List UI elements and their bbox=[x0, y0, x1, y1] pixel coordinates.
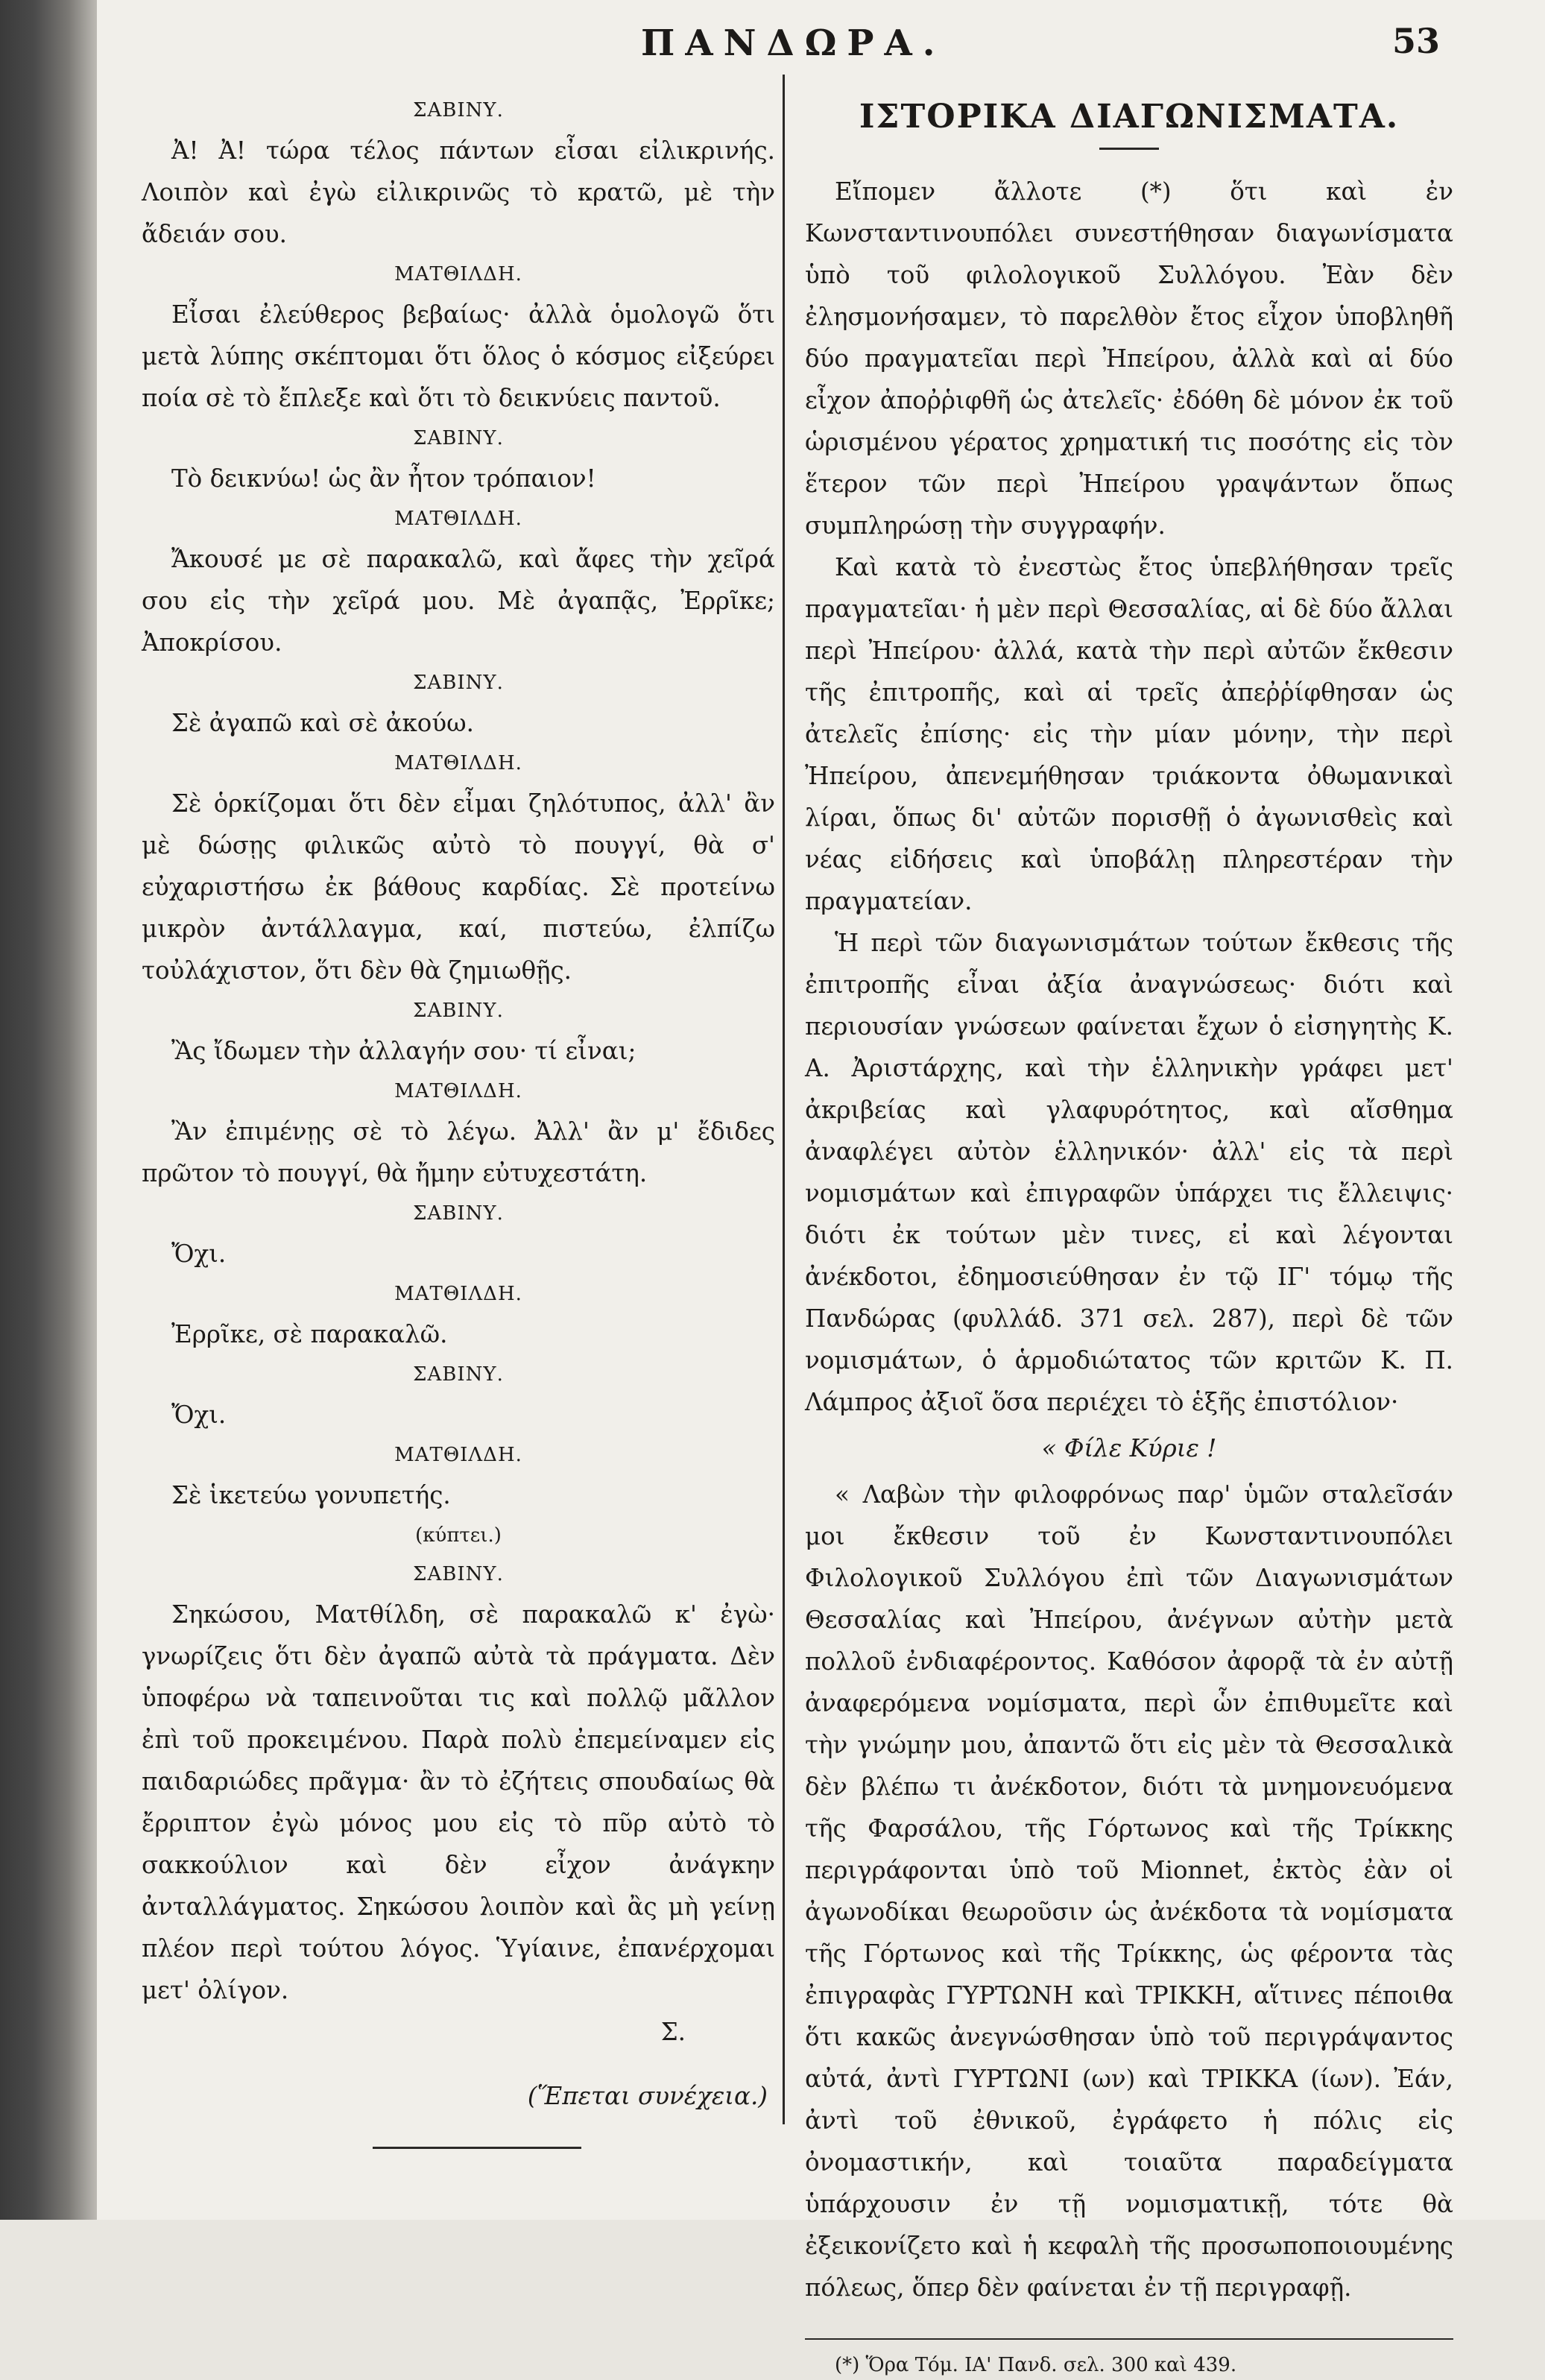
footnote: (*) Ὅρα Τόμ. ΙΑ' Πανδ. σελ. 300 καὶ 439. bbox=[835, 2354, 1237, 2376]
speaker-name: ΣΑΒΙΝΥ. bbox=[413, 99, 504, 121]
page-number: 53 bbox=[1392, 21, 1441, 61]
speaker-name: ΜΑΤΘΙΛΔΗ. bbox=[394, 263, 522, 285]
dialogue-line: Σὲ ἱκετεύω γονυπετής. bbox=[171, 1481, 451, 1509]
speaker-name: ΜΑΤΘΙΛΔΗ. bbox=[394, 1283, 522, 1305]
speaker-name: ΜΑΤΘΙΛΔΗ. bbox=[394, 752, 522, 774]
dialogue-line: Ὄχι. bbox=[171, 1240, 227, 1268]
speaker-name: ΜΑΤΘΙΛΔΗ. bbox=[394, 1080, 522, 1102]
page-binding-shadow bbox=[0, 0, 97, 2220]
dialogue-line: Ἐρρῖκε, σὲ παρακαλῶ. bbox=[171, 1320, 448, 1348]
section-title: ΙΣΤΟΡΙΚΑ ΔΙΑΓΩΝΙΣΜΑΤΑ. bbox=[859, 98, 1400, 136]
speaker-name: ΣΑΒΙΝΥ. bbox=[413, 1000, 504, 1022]
letter-salutation: « Φίλε Κύριε ! bbox=[1041, 1434, 1217, 1462]
letter-body: « Λαβὼν τὴν φιλοφρόνως παρ' ὑμῶν σταλεῖσάν μοι ἔκθεσιν τοῦ ἐν Κωνσταντινουπόλει Φιλολογικοῦ Συλλόγου ἐπὶ τῶν Διαγωνισμάτων Θεσσαλίας καὶ Ἠπείρου, ἀνέγνων αὐτὴν μετὰ πολλοῦ ἐνδιαφέροντος. Καθόσον ἀφορᾷ τὰ ἐν αὐτῇ ἀναφερόμενα νομίσματα, περὶ ὧν ἐπιθυμεῖτε καὶ τὴν γνώμην μου, ἀπαντῶ ὅτι εἰς μὲν τὰ Θεσσαλικὰ δὲν βλέπω τι ἀνέκδοτον, διότι τὰ μνημονευόμενα τῆς Φαρσάλου, τῆς Γόρτωνος καὶ τῆς Τρίκκης περιγράφονται ὑπὸ τοῦ Mionnet, ἐκτὸς ἐὰν οἱ ἀγωνοδίκαι θεωροῦσιν ὡς ἀνέκδοτα τὰ νομίσματα τῆς Γόρτωνος καὶ τῆς Τρίκκης, ὡς φέροντα τὰς ἐπιγραφὰς ΓΥΡΤΩΝΗ καὶ ΤΡΙΚΚΗ, αἵτινες πέποιθα ὅτι κακῶς ἀνεγνώσθησαν ὑπὸ τοῦ περιγράψαντος αὐτά, ἀντὶ ΓΥΡΤΩΝΙ (ων) καὶ ΤΡΙΚΚΑ (ίων). Ἐάν, ἀντὶ τοῦ ἐθνικοῦ, ἐγράφετο ἡ πόλις εἰς ὀνομαστικήν, καὶ τοιαῦτα παραδείγματα ὑπάρχουσιν ἐν τῇ νομισματικῇ, τότε θὰ ἐξεικονίζετο καὶ ἡ κεφαλὴ τῆς προσωποποιουμένης πόλεως, ὅπερ δὲν φαίνεται ἐν τῇ περιγραφῇ. bbox=[805, 1480, 1453, 2302]
dialogue-line: Τὸ δεικνύω! ὡς ἂν ἦτον τρόπαιον! bbox=[171, 464, 596, 493]
speaker-name: ΣΑΒΙΝΥ. bbox=[413, 672, 504, 694]
title-rule bbox=[1099, 148, 1159, 150]
dialogue-line: Σὲ ἀγαπῶ καὶ σὲ ἀκούω. bbox=[171, 709, 474, 737]
speaker-name: ΣΑΒΙΝΥ. bbox=[413, 1563, 504, 1585]
right-column-article bbox=[805, 91, 1453, 2380]
dialogue-line: Ἂς ἴδωμεν τὴν ἀλλαγήν σου· τί εἶναι; bbox=[171, 1037, 636, 1065]
stage-direction: (κύπτει.) bbox=[415, 1524, 502, 1547]
dialogue-line: Σηκώσου, Ματθίλδη, σὲ παρακαλῶ κ' ἐγὼ· γνωρίζεις ὅτι δὲν ἀγαπῶ αὐτὰ τὰ πράγματα. Δὲν ὑποφέρω νὰ ταπεινοῦται τις καὶ πολλῷ μᾶλλον ἐπὶ τοῦ προκειμένου. Παρὰ πολὺ ἐπεμείναμεν εἰς παιδαριώδες πρᾶγμα· ἂν τὸ ἐζήτεις σπουδαίως θὰ ἔρριπτον ἐγὼ μόνος μου εἰς τὸ πῦρ αὐτὸ τὸ σακκούλιον καὶ δὲν εἶχον ἀνάγκην ἀνταλλάγματος. Σηκώσου λοιπὸν καὶ ἂς μὴ γείνῃ πλέον περὶ τούτου λόγος. Ὑγίαινε, ἐπανέρχομαι μετ' ὀλίγον. bbox=[142, 1600, 775, 2004]
journal-title: ΠΑΝΔΩΡΑ. bbox=[641, 22, 946, 64]
dialogue-line: Ὄχι. bbox=[171, 1401, 227, 1429]
speaker-name: ΜΑΤΘΙΛΔΗ. bbox=[394, 1444, 522, 1466]
dialogue-line: Ἂν ἐπιμένῃς σὲ τὸ λέγω. Ἀλλ' ἂν μ' ἔδιδες πρῶτον τὸ πουγγί, θὰ ἤμην εὐτυχεστάτη. bbox=[142, 1117, 775, 1187]
article-paragraph: Ἡ περὶ τῶν διαγωνισμάτων τούτων ἔκθεσις τῆς ἐπιτροπῆς εἶναι ἀξία ἀναγνώσεως· διότι καὶ περιουσίαν γνώσεων φαίνεται ἔχων ὁ εἰσηγητὴς Κ. Α. Ἀριστάρχης, καὶ τὴν ἑλληνικὴν γράφει μετ' ἀκριβείας καὶ γλαφυρότητος, καὶ αἴσθημα ἀναφλέγει αὐτὸν ἑλληνικόν· ἀλλ' εἰς τὰ περὶ νομισμάτων καὶ ἐπιγραφῶν ὑπάρχει τις ἔλλειψις· διότι ἐκ τούτων μὲν τινες, εἰ καὶ λέγονται ἀνέκδοτοι, ἐδημοσιεύθησαν ἐν τῷ ΙΓ' τόμῳ τῆς Πανδώρας (φυλλάδ. 371 σελ. 287), περὶ δὲ τῶν νομισμάτων, ὁ ἁρμοδιώτατος τῶν κριτῶν Κ. Π. Λάμπρος ἀξιοῖ ὅσα περιέχει τὸ ἑξῆς ἐπιστόλιον· bbox=[805, 929, 1453, 1416]
dialogue-line: Σὲ ὁρκίζομαι ὅτι δὲν εἶμαι ζηλότυπος, ἀλλ' ἂν μὲ δώσῃς φιλικῶς αὐτὸ τὸ πουγγί, θὰ σ' εὐχαριστήσω ἐκ βάθους καρδίας. Σὲ προτείνω μικρὸν ἀντάλλαγμα, καί, πιστεύω, ἐλπίζω τοὐλάχιστον, ὅτι δὲν θὰ ζημιωθῇς. bbox=[142, 789, 775, 985]
footnote-rule bbox=[805, 2338, 1453, 2340]
continued-note: (Ἕπεται συνέχεια.) bbox=[527, 2082, 768, 2110]
speaker-name: ΣΑΒΙΝΥ. bbox=[413, 1202, 504, 1225]
author-signature: Σ. bbox=[660, 2018, 686, 2046]
article-paragraph: Εἴπομεν ἄλλοτε (*) ὅτι καὶ ἐν Κωνσταντινουπόλει συνεστήθησαν διαγωνίσματα ὑπὸ τοῦ φιλολογικοῦ Συλλόγου. Ἐὰν δὲν ἐλησμονήσαμεν, τὸ παρελθὸν ἔτος εἶχον ὑποβληθῆ δύο πραγματεῖαι περὶ Ἠπείρου, ἀλλὰ καὶ αἱ δύο εἶχον ἀποῤῥιφθῆ ὡς ἀτελεῖς· ἐδόθη δὲ μόνον ἐκ τοῦ ὡρισμένου γέρατος χρηματική τις ποσότης εἰς τὸν ἕτερον τῶν περὶ Ἠπείρου γραψάντων ὅπως συμπληρώσῃ τὴν συγγραφήν. bbox=[805, 177, 1453, 540]
dialogue-line: Ἀ! Ἀ! τώρα τέλος πάντων εἶσαι εἰλικρινής. Λοιπὸν καὶ ἐγὼ εἰλικρινῶς τὸ κρατῶ, μὲ τὴν ἄδειάν σου. bbox=[142, 136, 775, 248]
column-divider bbox=[783, 75, 785, 2124]
article-paragraph: Καὶ κατὰ τὸ ἐνεστὼς ἔτος ὑπεβλήθησαν τρεῖς πραγματεῖαι· ἡ μὲν περὶ Θεσσαλίας, αἱ δὲ δύο ἄλλαι περὶ Ἠπείρου· ἀλλά, κατὰ τὴν περὶ αὐτῶν ἔκθεσιν τῆς ἐπιτροπῆς, καὶ αἱ τρεῖς ἀπεῤῥίφθησαν ὡς ἀτελεῖς ἐπίσης· εἰς τὴν μίαν μόνην, τὴν περὶ Ἠπείρου, ἀπενεμήθησαν τριάκοντα ὀθωμανικαὶ λίραι, ὅπως δι' αὐτῶν πορισθῇ ὁ ἀγωνισθεὶς καὶ νέας εἰδήσεις καὶ ὑποβάλῃ πληρεστέραν τὴν πραγματείαν. bbox=[805, 553, 1454, 915]
end-rule bbox=[373, 2147, 581, 2149]
left-column-dialogue bbox=[142, 91, 775, 2149]
speaker-name: ΜΑΤΘΙΛΔΗ. bbox=[394, 508, 522, 530]
speaker-name: ΣΑΒΙΝΥ. bbox=[413, 1363, 504, 1386]
speaker-name: ΣΑΒΙΝΥ. bbox=[413, 427, 504, 449]
dialogue-line: Εἶσαι ἐλεύθερος βεβαίως· ἀλλὰ ὁμολογῶ ὅτι μετὰ λύπης σκέπτομαι ὅτι ὅλος ὁ κόσμος εἰξεύρει ποία σὲ τὸ ἔπλεξε καὶ ὅτι τὸ δεικνύεις παντοῦ. bbox=[142, 300, 775, 412]
dialogue-line: Ἄκουσέ με σὲ παρακαλῶ, καὶ ἄφες τὴν χεῖρά σου εἰς τὴν χεῖρά μου. Μὲ ἀγαπᾷς, Ἐρρῖκε; Ἀποκρίσου. bbox=[142, 545, 775, 657]
